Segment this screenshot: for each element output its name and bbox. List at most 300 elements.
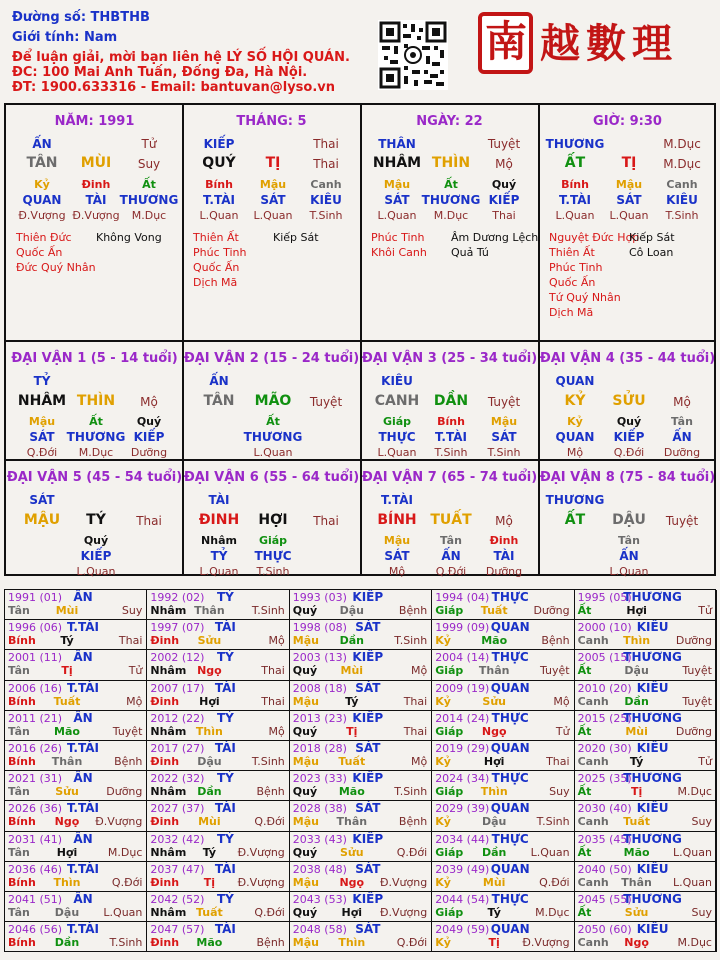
year-star: KIÊU bbox=[636, 741, 669, 755]
hidden-star: THƯƠNG bbox=[243, 430, 303, 444]
year-label: 2037 (47) bbox=[150, 862, 205, 876]
year-star: TÀI bbox=[214, 861, 236, 876]
year-branch: Thân bbox=[478, 664, 510, 678]
dai-van-branch: THÌN bbox=[76, 393, 116, 409]
year-star: SÁT bbox=[355, 741, 381, 755]
year-branch: Hợi bbox=[483, 755, 505, 768]
year-branch: Mùi bbox=[625, 724, 648, 738]
than-sat-item: Thiên Ất bbox=[193, 231, 239, 244]
year-branch: Tuất bbox=[53, 694, 81, 708]
year-label: 1996 (06) bbox=[8, 621, 63, 635]
year-stem: Bính bbox=[8, 815, 36, 829]
year-branch: Dậu bbox=[624, 664, 649, 678]
dai-van-title: ĐẠI VẬN 4 (35 - 44 tuổi) bbox=[539, 351, 716, 366]
hidden-star: KIẾP bbox=[613, 430, 645, 444]
year-star: T.TÀI bbox=[67, 680, 99, 695]
year-star: ẤN bbox=[73, 590, 93, 604]
year-stem: Tân bbox=[8, 604, 30, 617]
pillar-branch: TỊ bbox=[621, 155, 637, 171]
year-branch: Dậu bbox=[481, 815, 507, 829]
year-branch: Tý bbox=[629, 755, 644, 768]
hidden-stem: Giáp bbox=[258, 534, 288, 547]
year-ts: Tử bbox=[555, 724, 570, 738]
year-cell bbox=[575, 801, 717, 831]
year-ts: Tuyệt bbox=[682, 664, 712, 678]
year-branch: Sửu bbox=[624, 906, 649, 919]
year-ts: Dưỡng bbox=[533, 604, 570, 617]
year-ts: Dưỡng bbox=[106, 785, 143, 799]
year-star: THƯƠNG bbox=[623, 710, 682, 725]
year-stem: Bính bbox=[8, 755, 36, 768]
year-ts: T.Sinh bbox=[251, 604, 285, 617]
year-cell bbox=[432, 590, 574, 620]
dai-van-star: TÀI bbox=[208, 493, 230, 507]
year-star: KIẾP bbox=[352, 650, 384, 665]
hidden-ts: L.Quan bbox=[199, 209, 239, 222]
hidden-ts: L.Quan bbox=[377, 209, 417, 222]
year-label: 1992 (02) bbox=[150, 591, 205, 604]
year-star: KIẾP bbox=[352, 771, 384, 786]
hidden-stem: Bính bbox=[437, 415, 465, 428]
hidden-star: ẤN bbox=[441, 549, 461, 563]
than-sat-item: Cô Loan bbox=[629, 246, 674, 259]
year-branch: Mùi bbox=[340, 664, 364, 678]
year-stem: Đinh bbox=[150, 815, 180, 829]
year-label: 2019 (29) bbox=[435, 742, 490, 755]
year-label: 2005 (15) bbox=[577, 651, 632, 665]
than-sat-item: Thiên Ất bbox=[549, 246, 595, 259]
year-cell bbox=[575, 832, 717, 862]
hidden-ts: L.Quan bbox=[253, 446, 293, 459]
year-label: 2044 (54) bbox=[435, 893, 490, 906]
year-ts: Mộ bbox=[268, 634, 285, 648]
year-branch: Thân bbox=[336, 815, 368, 829]
year-stem: Canh bbox=[577, 694, 609, 708]
dai-van-stem: ĐINH bbox=[198, 512, 240, 528]
year-branch: Mão bbox=[481, 634, 508, 648]
year-label: 2039 (49) bbox=[435, 862, 490, 876]
year-cell bbox=[575, 862, 717, 892]
year-ts: Suy bbox=[691, 906, 712, 919]
year-star: SÁT bbox=[355, 680, 381, 695]
year-cell bbox=[147, 801, 289, 831]
year-branch: Tị bbox=[630, 785, 643, 799]
year-branch: Thìn bbox=[480, 785, 508, 799]
dai-van-stem: ẤT bbox=[564, 512, 586, 528]
hidden-star: T.TÀI bbox=[435, 430, 467, 444]
year-stem: Đinh bbox=[150, 634, 180, 648]
year-label: 2048 (58) bbox=[292, 923, 347, 937]
brand-text: 越數理 bbox=[540, 20, 678, 67]
year-stem: Quý bbox=[292, 906, 318, 919]
year-branch: Tị bbox=[203, 875, 216, 889]
year-star: ẤN bbox=[73, 831, 93, 846]
year-ts: Thai bbox=[403, 724, 428, 738]
year-ts: Đ.Vượng bbox=[522, 936, 570, 950]
year-ts: Bệnh bbox=[256, 936, 285, 950]
year-branch: Dậu bbox=[54, 906, 80, 919]
pillar-branch: THÌN bbox=[431, 155, 471, 171]
year-star: TỶ bbox=[216, 590, 234, 604]
year-branch: Ngọ bbox=[197, 664, 222, 678]
year-label: 2030 (40) bbox=[577, 802, 632, 816]
pillar-top-ts: Tử bbox=[141, 137, 157, 151]
year-ts: Suy bbox=[121, 604, 143, 617]
dai-van-stem: BÍNH bbox=[377, 512, 417, 528]
year-branch: Mão bbox=[338, 785, 365, 799]
year-star: KIÊU bbox=[636, 620, 669, 635]
year-ts: Thai bbox=[403, 694, 428, 708]
year-ts: Thai bbox=[261, 664, 285, 678]
year-cell bbox=[575, 771, 717, 801]
year-label: 2031 (41) bbox=[8, 832, 63, 846]
year-ts: Q.Đới bbox=[111, 875, 143, 889]
year-label: 2020 (30) bbox=[577, 742, 632, 755]
year-cell bbox=[5, 862, 147, 892]
pillar-truong-sinh: Mộ bbox=[495, 157, 513, 171]
year-cell bbox=[432, 862, 574, 892]
pillar-branch: MÙI bbox=[80, 155, 112, 171]
year-cell bbox=[147, 650, 289, 680]
hidden-star: SÁT bbox=[29, 430, 55, 444]
hidden-star: QUAN bbox=[22, 193, 62, 207]
dai-van-ts: Mộ bbox=[495, 514, 513, 528]
hidden-star: KIÊU bbox=[310, 193, 342, 207]
year-branch: Tuất bbox=[623, 815, 650, 829]
dai-van-stem: KỶ bbox=[564, 393, 586, 409]
year-table bbox=[4, 589, 716, 952]
dai-van-star: KIÊU bbox=[381, 374, 413, 388]
year-cell bbox=[290, 922, 432, 952]
year-label: 2032 (42) bbox=[150, 832, 205, 846]
year-cell bbox=[5, 741, 147, 771]
year-stem: Mậu bbox=[292, 936, 319, 950]
pillar-top-star: ẤN bbox=[32, 137, 52, 151]
year-ts: Thai bbox=[261, 694, 285, 708]
year-ts: Thai bbox=[546, 755, 570, 768]
year-cell bbox=[147, 620, 289, 650]
year-cell bbox=[432, 832, 574, 862]
year-stem: Đinh bbox=[150, 694, 180, 708]
dai-van-stem: MẬU bbox=[23, 512, 61, 528]
dai-van-ts: Tuyệt bbox=[487, 395, 521, 409]
year-label: 2003 (13) bbox=[292, 651, 347, 665]
year-branch: Ngọ bbox=[624, 936, 649, 950]
year-ts: Bệnh bbox=[398, 604, 428, 617]
year-label: 2013 (23) bbox=[292, 711, 347, 725]
hidden-ts: M.Dục bbox=[433, 209, 469, 222]
pillar-stem: TÂN bbox=[26, 155, 58, 171]
year-cell bbox=[575, 620, 717, 650]
year-cell bbox=[5, 620, 147, 650]
hidden-stem: Kỷ bbox=[34, 178, 50, 191]
hidden-star: QUAN bbox=[555, 430, 595, 444]
year-star: TỶ bbox=[216, 892, 234, 906]
year-ts: Đ.Vượng bbox=[379, 875, 428, 889]
year-star: QUAN bbox=[490, 801, 530, 816]
year-ts: Thai bbox=[118, 634, 143, 648]
year-label: 2045 (55) bbox=[577, 893, 632, 906]
year-ts: Tử bbox=[698, 604, 712, 617]
year-branch: Dần bbox=[481, 845, 507, 859]
dai-van-title: ĐẠI VẬN 5 (45 - 54 tuổi) bbox=[6, 470, 183, 485]
year-label: 2002 (12) bbox=[150, 651, 205, 665]
year-ts: Dưỡng bbox=[675, 634, 712, 648]
hidden-stem: Mậu bbox=[383, 178, 411, 191]
seal-text: 南 bbox=[485, 17, 528, 66]
year-star: ẤN bbox=[73, 650, 93, 665]
chart-name: Đường số: THBTHB bbox=[12, 10, 150, 25]
dai-van-star: QUAN bbox=[555, 374, 595, 388]
pillar-title: THÁNG: 5 bbox=[236, 114, 307, 129]
year-label: 2033 (43) bbox=[292, 832, 347, 846]
year-label: 2050 (60) bbox=[577, 923, 632, 937]
year-stem: Ất bbox=[577, 906, 592, 919]
year-stem: Giáp bbox=[435, 906, 464, 919]
hidden-stem: Quý bbox=[616, 415, 642, 428]
year-label: 2047 (57) bbox=[150, 923, 205, 937]
year-stem: Kỷ bbox=[435, 634, 451, 648]
year-branch: Dần bbox=[197, 785, 222, 799]
year-branch: Thìn bbox=[53, 875, 81, 889]
year-cell bbox=[290, 801, 432, 831]
year-ts: Mộ bbox=[553, 694, 570, 708]
year-star: THƯƠNG bbox=[623, 831, 682, 846]
year-ts: Tử bbox=[698, 755, 712, 768]
year-ts: M.Dục bbox=[107, 845, 143, 859]
year-stem: Nhâm bbox=[150, 664, 187, 678]
year-branch: Thìn bbox=[623, 634, 651, 648]
dai-van-branch: TÝ bbox=[86, 512, 106, 528]
pillar-top-star: THƯƠNG bbox=[545, 137, 605, 151]
year-cell bbox=[5, 892, 147, 922]
year-star: QUAN bbox=[490, 861, 530, 876]
year-stem: Kỷ bbox=[435, 815, 451, 829]
year-label: 2034 (44) bbox=[435, 832, 490, 846]
year-cell bbox=[432, 711, 574, 741]
hidden-stem: Quý bbox=[83, 534, 109, 547]
year-star: SÁT bbox=[355, 620, 381, 635]
than-sat-item: Quốc Ấn bbox=[16, 246, 63, 259]
year-stem: Canh bbox=[577, 634, 609, 648]
year-cell bbox=[575, 922, 717, 952]
year-label: 2040 (50) bbox=[577, 862, 632, 876]
year-label: 2035 (45) bbox=[577, 832, 632, 846]
year-label: 2004 (14) bbox=[435, 651, 490, 665]
than-sat-item: Phúc Tinh bbox=[371, 231, 425, 244]
year-branch: Tuất bbox=[480, 604, 508, 617]
hidden-star: TÀI bbox=[493, 549, 515, 563]
year-ts: Mộ bbox=[410, 755, 428, 768]
year-cell bbox=[147, 862, 289, 892]
hidden-ts: M.Dục bbox=[78, 446, 114, 459]
year-cell bbox=[147, 771, 289, 801]
hidden-star: THỰC bbox=[254, 549, 292, 563]
year-label: 2000 (10) bbox=[577, 621, 632, 635]
than-sat-item: Khôi Canh bbox=[371, 246, 427, 259]
year-branch: Thìn bbox=[195, 724, 223, 738]
year-cell bbox=[575, 711, 717, 741]
year-label: 1994 (04) bbox=[435, 591, 490, 604]
year-cell bbox=[290, 711, 432, 741]
year-cell bbox=[147, 711, 289, 741]
than-sat-item: Nguyệt Đức Hợp bbox=[549, 231, 640, 244]
year-label: 2009 (19) bbox=[435, 681, 490, 695]
year-stem: Kỷ bbox=[435, 875, 451, 889]
hidden-stem: Mậu bbox=[259, 178, 287, 191]
hidden-stem: Nhâm bbox=[201, 534, 237, 547]
year-stem: Tân bbox=[8, 724, 30, 738]
year-label: 1995 (05) bbox=[577, 591, 632, 604]
year-ts: T.Sinh bbox=[536, 815, 570, 829]
year-stem: Quý bbox=[292, 785, 318, 799]
hidden-ts: Q.Đới bbox=[26, 446, 58, 459]
year-stem: Canh bbox=[577, 755, 609, 768]
year-label: 2006 (16) bbox=[8, 681, 63, 695]
year-star: THƯƠNG bbox=[623, 892, 682, 906]
year-label: 2026 (36) bbox=[8, 802, 63, 816]
year-ts: L.Quan bbox=[103, 906, 143, 919]
dai-van-ts: Tuyệt bbox=[309, 395, 343, 409]
hidden-stem: Mậu bbox=[383, 534, 411, 547]
year-star: TÀI bbox=[214, 741, 236, 755]
hidden-star: KIẾP bbox=[488, 193, 520, 207]
year-cell bbox=[147, 892, 289, 922]
pillar-stem: NHÂM bbox=[372, 155, 422, 171]
year-cell bbox=[432, 922, 574, 952]
year-branch: Sửu bbox=[197, 634, 222, 648]
year-branch: Dậu bbox=[339, 604, 364, 617]
hidden-stem: Quý bbox=[136, 415, 162, 428]
year-cell bbox=[290, 862, 432, 892]
year-label: 2043 (53) bbox=[292, 893, 347, 906]
year-branch: Tị bbox=[346, 724, 358, 738]
year-star: TÀI bbox=[214, 620, 236, 635]
grid-divider bbox=[6, 340, 714, 342]
year-label: 2046 (56) bbox=[8, 923, 63, 937]
year-branch: Tị bbox=[488, 936, 500, 950]
year-stem: Mậu bbox=[292, 755, 319, 768]
year-branch: Hợi bbox=[199, 694, 220, 708]
year-branch: Hợi bbox=[626, 604, 647, 617]
year-stem: Ất bbox=[577, 604, 592, 617]
dai-van-branch: DẦN bbox=[433, 393, 469, 409]
year-branch: Mão bbox=[196, 936, 223, 950]
year-branch: Dần bbox=[339, 634, 364, 648]
year-stem: Đinh bbox=[150, 755, 180, 768]
year-cell bbox=[290, 771, 432, 801]
hidden-star: TỶ bbox=[210, 549, 228, 563]
than-sat-item: Quốc Ấn bbox=[193, 261, 240, 274]
hidden-stem: Kỷ bbox=[567, 415, 583, 428]
hidden-ts: L.Quan bbox=[609, 209, 649, 222]
year-star: QUAN bbox=[490, 922, 530, 937]
year-stem: Ất bbox=[577, 724, 592, 738]
hidden-stem: Quý bbox=[491, 178, 517, 191]
than-sat-item: Âm Dương Lệch bbox=[451, 231, 539, 244]
year-label: 2049 (59) bbox=[435, 923, 490, 937]
year-label: 2024 (34) bbox=[435, 772, 490, 786]
year-star: QUAN bbox=[490, 741, 530, 755]
year-star: THỰC bbox=[491, 892, 529, 906]
year-label: 1997 (07) bbox=[150, 621, 205, 635]
hidden-stem: Tân bbox=[440, 534, 462, 547]
than-sat-item: Quốc Ấn bbox=[549, 276, 596, 289]
year-branch: Tý bbox=[60, 634, 74, 648]
year-star: KIẾP bbox=[352, 710, 384, 725]
hidden-ts: Q.Đới bbox=[613, 446, 645, 459]
pillar-stem: QUÝ bbox=[202, 155, 236, 171]
year-star: THỰC bbox=[491, 650, 529, 665]
year-stem: Quý bbox=[292, 845, 318, 859]
year-cell bbox=[575, 741, 717, 771]
year-star: THỰC bbox=[491, 590, 529, 604]
year-branch: Sửu bbox=[55, 785, 79, 799]
hidden-ts: Dưỡng bbox=[485, 565, 523, 578]
year-ts: Q.Đới bbox=[396, 936, 428, 950]
year-label: 2016 (26) bbox=[8, 742, 63, 755]
year-star: THƯƠNG bbox=[623, 650, 682, 665]
year-ts: Tử bbox=[128, 664, 143, 678]
year-cell bbox=[147, 590, 289, 620]
year-cell bbox=[290, 741, 432, 771]
year-cell bbox=[5, 681, 147, 711]
year-ts: T.Sinh bbox=[251, 755, 285, 768]
year-ts: T.Sinh bbox=[394, 785, 428, 799]
year-stem: Nhâm bbox=[150, 845, 187, 859]
year-cell bbox=[147, 681, 289, 711]
contact-line: Để luận giải, mời bạn liên hệ LÝ SỐ HỘI QUÁN. bbox=[12, 50, 350, 65]
pillar-top-star: KIẾP bbox=[203, 137, 235, 151]
hidden-star: ẤN bbox=[619, 549, 639, 563]
than-sat-item: Phúc Tinh bbox=[549, 261, 603, 274]
year-label: 1991 (01) bbox=[8, 591, 63, 604]
dai-van-star: SÁT bbox=[29, 493, 55, 507]
year-cell bbox=[290, 681, 432, 711]
year-cell bbox=[5, 711, 147, 741]
pillar-top-ts: Tuyệt bbox=[487, 137, 521, 151]
year-ts: Mộ bbox=[410, 664, 428, 678]
year-cell bbox=[5, 832, 147, 862]
year-cell bbox=[432, 741, 574, 771]
year-stem: Giáp bbox=[435, 604, 464, 617]
year-star: KIÊU bbox=[636, 680, 669, 695]
hidden-ts: L.Quan bbox=[555, 209, 595, 222]
year-cell bbox=[575, 892, 717, 922]
year-star: KIÊU bbox=[636, 801, 669, 816]
year-cell bbox=[290, 650, 432, 680]
dai-van-star: TỶ bbox=[33, 374, 51, 388]
brand-logo bbox=[540, 12, 710, 67]
hidden-stem: Canh bbox=[666, 178, 698, 191]
dai-van-branch: TUẤT bbox=[430, 512, 472, 528]
dai-van-stem: NHÂM bbox=[17, 393, 67, 409]
hidden-stem: Đinh bbox=[489, 534, 519, 547]
year-cell bbox=[290, 832, 432, 862]
year-stem: Mậu bbox=[292, 634, 319, 648]
year-star: ẤN bbox=[73, 710, 93, 725]
year-stem: Nhâm bbox=[150, 906, 187, 919]
year-stem: Nhâm bbox=[150, 785, 187, 799]
dai-van-title: ĐẠI VẬN 2 (15 - 24 tuổi) bbox=[183, 351, 360, 366]
year-branch: Tý bbox=[487, 906, 501, 919]
year-branch: Mùi bbox=[198, 815, 221, 829]
year-star: ẤN bbox=[73, 771, 93, 786]
dai-van-title: ĐẠI VẬN 6 (55 - 64 tuổi) bbox=[183, 470, 360, 485]
year-star: SÁT bbox=[355, 801, 381, 816]
year-label: 2008 (18) bbox=[292, 681, 347, 695]
hidden-ts: T.Sinh bbox=[487, 446, 521, 459]
